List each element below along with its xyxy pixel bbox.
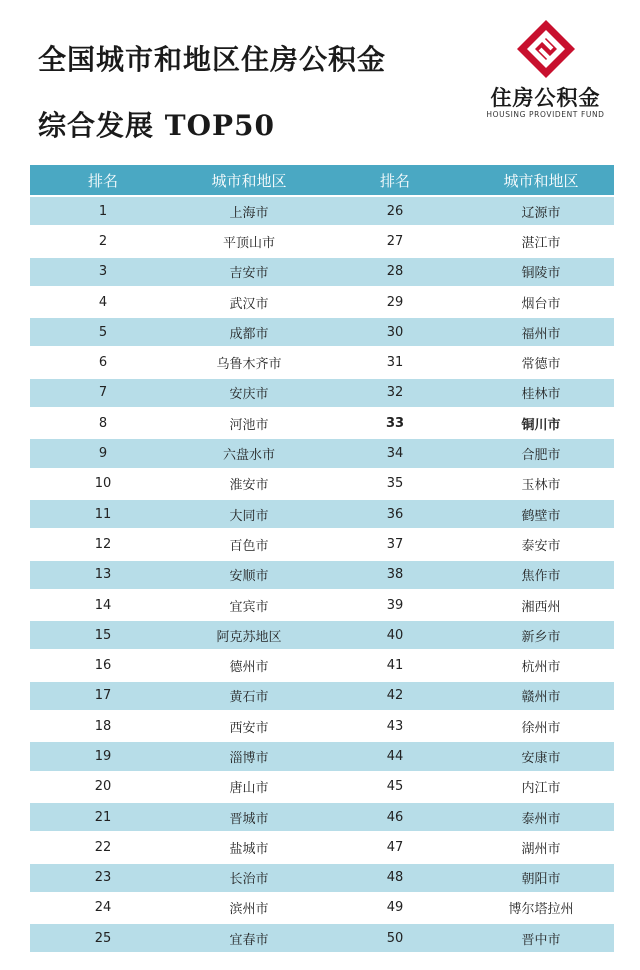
cell-rank-left: 21 bbox=[30, 803, 176, 831]
table-row bbox=[30, 651, 614, 679]
housing-fund-logo-icon bbox=[511, 18, 581, 80]
cell-rank-left: 20 bbox=[30, 773, 176, 801]
table-row bbox=[30, 591, 614, 619]
cell-city-left: 长治市 bbox=[176, 864, 322, 892]
cell-rank-left: 9 bbox=[30, 439, 176, 467]
cell-city-left: 淮安市 bbox=[176, 470, 322, 498]
cell-rank-left: 8 bbox=[30, 409, 176, 437]
cell-city-left: 唐山市 bbox=[176, 773, 322, 801]
cell-rank-left: 24 bbox=[30, 894, 176, 922]
cell-city-left: 武汉市 bbox=[176, 288, 322, 316]
cell-rank-right: 34 bbox=[322, 439, 468, 467]
cell-rank-right: 27 bbox=[322, 227, 468, 255]
cell-rank-left: 7 bbox=[30, 379, 176, 407]
cell-rank-left: 13 bbox=[30, 561, 176, 589]
cell-city-right: 铜陵市 bbox=[468, 258, 614, 286]
cell-city-right: 鹤壁市 bbox=[468, 500, 614, 528]
table-row bbox=[30, 197, 614, 225]
cell-rank-right: 38 bbox=[322, 561, 468, 589]
cell-rank-left: 11 bbox=[30, 500, 176, 528]
cell-city-right: 铜川市 bbox=[468, 409, 614, 437]
logo-brand-text: 住房公积金 bbox=[490, 86, 601, 110]
cell-city-right: 湘西州 bbox=[468, 591, 614, 619]
cell-rank-right: 36 bbox=[322, 500, 468, 528]
cell-city-right: 玉林市 bbox=[468, 470, 614, 498]
cell-rank-right: 47 bbox=[322, 833, 468, 861]
cell-rank-left: 23 bbox=[30, 864, 176, 892]
page-title-line2: 综合发展 TOP50 bbox=[38, 109, 275, 142]
table-row bbox=[30, 682, 614, 710]
header-city-right: 城市和地区 bbox=[468, 165, 614, 195]
header-rank-left: 排名 bbox=[30, 165, 176, 195]
table-row bbox=[30, 318, 614, 346]
table-row bbox=[30, 773, 614, 801]
cell-city-right: 赣州市 bbox=[468, 682, 614, 710]
cell-city-left: 西安市 bbox=[176, 712, 322, 740]
cell-rank-right: 49 bbox=[322, 894, 468, 922]
table-row bbox=[30, 924, 614, 952]
table-row bbox=[30, 500, 614, 528]
cell-city-left: 吉安市 bbox=[176, 258, 322, 286]
cell-city-right: 焦作市 bbox=[468, 561, 614, 589]
cell-rank-left: 10 bbox=[30, 470, 176, 498]
cell-rank-right: 35 bbox=[322, 470, 468, 498]
cell-rank-right: 28 bbox=[322, 258, 468, 286]
cell-city-right: 合肥市 bbox=[468, 439, 614, 467]
cell-rank-left: 4 bbox=[30, 288, 176, 316]
cell-city-right: 桂林市 bbox=[468, 379, 614, 407]
table-row bbox=[30, 348, 614, 376]
cell-rank-left: 17 bbox=[30, 682, 176, 710]
cell-rank-right: 41 bbox=[322, 651, 468, 679]
cell-city-left: 滨州市 bbox=[176, 894, 322, 922]
header-rank-right: 排名 bbox=[322, 165, 468, 195]
cell-city-left: 河池市 bbox=[176, 409, 322, 437]
cell-rank-right: 26 bbox=[322, 197, 468, 225]
cell-city-right: 晋中市 bbox=[468, 924, 614, 952]
cell-city-left: 安庆市 bbox=[176, 379, 322, 407]
page-title-line1: 全国城市和地区住房公积金 bbox=[38, 43, 387, 76]
cell-rank-left: 18 bbox=[30, 712, 176, 740]
cell-rank-left: 14 bbox=[30, 591, 176, 619]
cell-rank-right: 45 bbox=[322, 773, 468, 801]
table-row bbox=[30, 288, 614, 316]
cell-rank-right: 33 bbox=[322, 409, 468, 437]
cell-rank-right: 31 bbox=[322, 348, 468, 376]
cell-city-left: 上海市 bbox=[176, 197, 322, 225]
table-row bbox=[30, 864, 614, 892]
cell-rank-right: 48 bbox=[322, 864, 468, 892]
table-row bbox=[30, 409, 614, 437]
cell-city-right: 安康市 bbox=[468, 742, 614, 770]
cell-city-right: 泰安市 bbox=[468, 530, 614, 558]
cell-rank-right: 32 bbox=[322, 379, 468, 407]
table-row bbox=[30, 803, 614, 831]
cell-city-left: 盐城市 bbox=[176, 833, 322, 861]
cell-city-left: 阿克苏地区 bbox=[176, 621, 322, 649]
cell-rank-right: 43 bbox=[322, 712, 468, 740]
cell-city-left: 六盘水市 bbox=[176, 439, 322, 467]
table-row bbox=[30, 833, 614, 861]
table-row bbox=[30, 561, 614, 589]
table-row bbox=[30, 530, 614, 558]
table-row bbox=[30, 621, 614, 649]
cell-city-left: 黄石市 bbox=[176, 682, 322, 710]
table-row bbox=[30, 439, 614, 467]
header-city-left: 城市和地区 bbox=[176, 165, 322, 195]
cell-city-left: 淄博市 bbox=[176, 742, 322, 770]
cell-rank-left: 25 bbox=[30, 924, 176, 952]
cell-city-left: 百色市 bbox=[176, 530, 322, 558]
cell-city-right: 博尔塔拉州 bbox=[468, 894, 614, 922]
cell-rank-right: 46 bbox=[322, 803, 468, 831]
cell-rank-right: 50 bbox=[322, 924, 468, 952]
cell-rank-left: 2 bbox=[30, 227, 176, 255]
cell-rank-right: 37 bbox=[322, 530, 468, 558]
housing-fund-logo bbox=[478, 18, 613, 123]
cell-rank-left: 6 bbox=[30, 348, 176, 376]
cell-city-left: 德州市 bbox=[176, 651, 322, 679]
cell-city-right: 徐州市 bbox=[468, 712, 614, 740]
table-row bbox=[30, 258, 614, 286]
logo-brand-english: HOUSING PROVIDENT FUND bbox=[486, 110, 605, 119]
cell-city-right: 烟台市 bbox=[468, 288, 614, 316]
cell-rank-right: 39 bbox=[322, 591, 468, 619]
table-header-row bbox=[30, 165, 614, 195]
cell-rank-left: 16 bbox=[30, 651, 176, 679]
cell-rank-left: 19 bbox=[30, 742, 176, 770]
cell-city-right: 新乡市 bbox=[468, 621, 614, 649]
cell-city-right: 杭州市 bbox=[468, 651, 614, 679]
cell-rank-left: 3 bbox=[30, 258, 176, 286]
cell-city-right: 内江市 bbox=[468, 773, 614, 801]
cell-rank-left: 5 bbox=[30, 318, 176, 346]
cell-city-right: 朝阳市 bbox=[468, 864, 614, 892]
table-row bbox=[30, 742, 614, 770]
cell-rank-left: 22 bbox=[30, 833, 176, 861]
cell-city-left: 乌鲁木齐市 bbox=[176, 348, 322, 376]
cell-rank-right: 40 bbox=[322, 621, 468, 649]
cell-rank-left: 1 bbox=[30, 197, 176, 225]
cell-city-right: 辽源市 bbox=[468, 197, 614, 225]
cell-city-left: 大同市 bbox=[176, 500, 322, 528]
cell-city-left: 晋城市 bbox=[176, 803, 322, 831]
cell-city-left: 安顺市 bbox=[176, 561, 322, 589]
ranking-table bbox=[30, 163, 614, 954]
cell-city-right: 湛江市 bbox=[468, 227, 614, 255]
cell-city-left: 平顶山市 bbox=[176, 227, 322, 255]
table-row bbox=[30, 894, 614, 922]
table-row bbox=[30, 470, 614, 498]
table-row bbox=[30, 379, 614, 407]
cell-rank-left: 15 bbox=[30, 621, 176, 649]
cell-city-right: 常德市 bbox=[468, 348, 614, 376]
cell-city-left: 宜宾市 bbox=[176, 591, 322, 619]
cell-city-right: 福州市 bbox=[468, 318, 614, 346]
table-row bbox=[30, 712, 614, 740]
cell-rank-left: 12 bbox=[30, 530, 176, 558]
cell-rank-right: 44 bbox=[322, 742, 468, 770]
cell-city-left: 宜春市 bbox=[176, 924, 322, 952]
cell-city-left: 成都市 bbox=[176, 318, 322, 346]
cell-city-right: 湖州市 bbox=[468, 833, 614, 861]
cell-rank-right: 29 bbox=[322, 288, 468, 316]
cell-city-right: 泰州市 bbox=[468, 803, 614, 831]
cell-rank-right: 42 bbox=[322, 682, 468, 710]
table-row bbox=[30, 227, 614, 255]
cell-rank-right: 30 bbox=[322, 318, 468, 346]
